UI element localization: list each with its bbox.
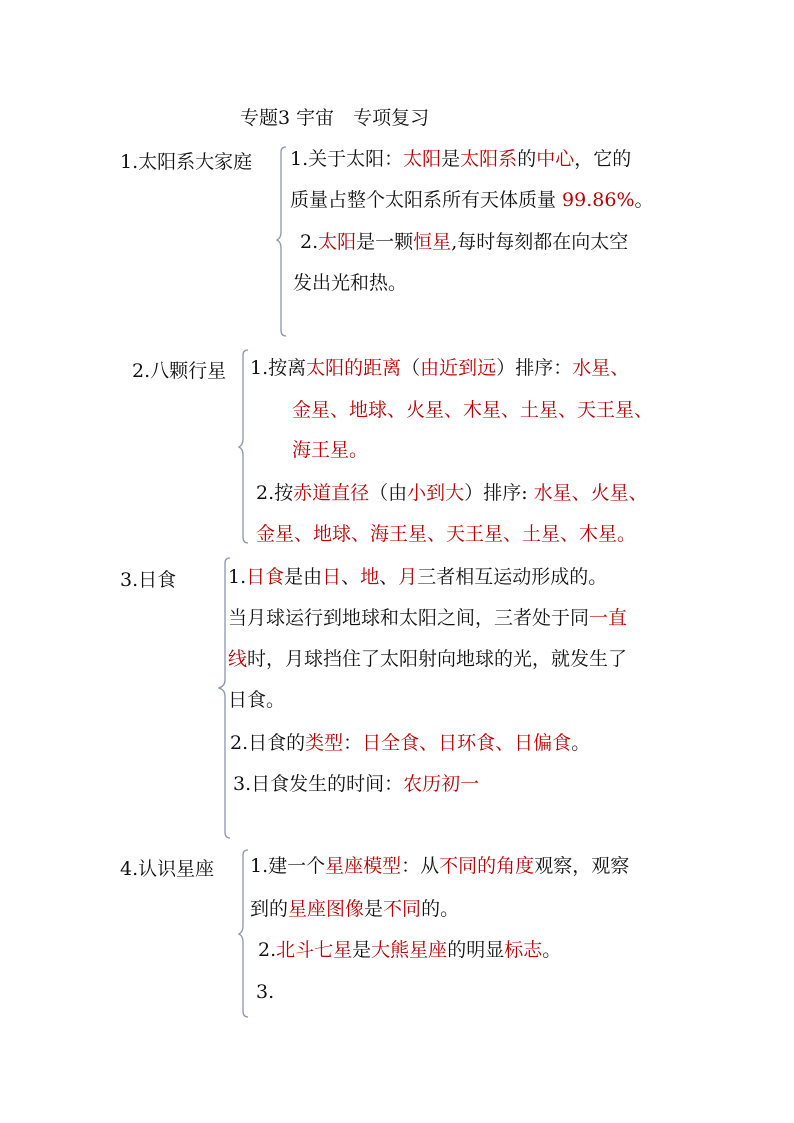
text-segment: 2.按 <box>256 482 294 504</box>
section2-line-4 <box>256 480 648 506</box>
text-segment: ）排序： <box>496 357 573 379</box>
text-segment: 是一颗 <box>356 231 414 253</box>
section3-line-5 <box>230 730 590 756</box>
brace-solar-system <box>276 146 290 338</box>
text-segment: 2. <box>300 231 319 253</box>
text-segment: 到的 <box>250 898 289 920</box>
text-segment: 时，月球挡住了太阳射向地球的光，就发生了 <box>247 648 628 670</box>
highlighted-term: 中心 <box>536 148 575 170</box>
section3-line-1 <box>228 564 607 590</box>
highlighted-term: 99.86% <box>562 189 635 211</box>
highlighted-term: 日全食、日环食、日偏食 <box>362 732 572 754</box>
highlighted-term: 星座模型 <box>325 855 402 877</box>
highlighted-term: 月 <box>398 566 418 588</box>
text-segment: 2.日食的 <box>230 732 306 754</box>
text-segment: 1.建一个 <box>250 855 326 877</box>
highlighted-term: 恒星 <box>413 231 452 253</box>
topic-eight-planets: 2.八颗行星 <box>132 360 227 382</box>
highlighted-term: 星座图像 <box>288 898 365 920</box>
highlighted-term: 标志 <box>504 939 543 961</box>
section3-line-4 <box>228 687 285 713</box>
text-segment: （由 <box>369 482 408 504</box>
highlighted-term: 金星、地球、火星、木星、土星、天王星、 <box>292 399 654 421</box>
text-segment: 当月球运行到地球和太阳之间，三者处于同 <box>228 607 590 629</box>
section3-line-2 <box>228 605 627 631</box>
text-segment: 1. <box>228 566 247 588</box>
topic-solar-system: 1.太阳系大家庭 <box>120 151 253 173</box>
highlighted-term: 农历初一 <box>403 773 480 795</box>
highlighted-term: 金星、地球、海王星、天王星、土星、木星。 <box>256 523 637 545</box>
highlighted-term: 太阳 <box>318 231 357 253</box>
text-segment: 观察，观察 <box>534 855 630 877</box>
text-segment: 是 <box>441 148 461 170</box>
section4-line-1 <box>250 853 629 879</box>
section3-line-3 <box>228 646 627 672</box>
text-segment: 、 <box>379 566 399 588</box>
section4-line-4 <box>256 979 274 1005</box>
section2-line-3 <box>292 437 368 463</box>
highlighted-term: 北斗七星 <box>276 939 353 961</box>
text-segment: ，它的 <box>574 148 632 170</box>
highlighted-term: 赤道直径 <box>293 482 370 504</box>
highlighted-term: 太阳 <box>403 148 442 170</box>
highlighted-term: 日食 <box>246 566 285 588</box>
text-segment: 是 <box>364 898 384 920</box>
highlighted-term: 不同 <box>383 898 422 920</box>
highlighted-term: 不同的角度 <box>439 855 535 877</box>
text-segment: （ <box>401 357 421 379</box>
highlighted-term: 线 <box>228 648 248 670</box>
text-segment: 发出光和热。 <box>293 272 408 294</box>
section1-line-1 <box>290 146 631 172</box>
text-segment: 1.关于太阳： <box>290 148 404 170</box>
highlighted-term: 日 <box>322 566 342 588</box>
section1-line-3 <box>300 229 628 255</box>
text-segment: 3.日食发生的时间： <box>233 773 404 795</box>
highlighted-term: 太阳系 <box>460 148 518 170</box>
text-segment: ： <box>343 732 363 754</box>
text-segment: 的。 <box>421 898 460 920</box>
section4-line-3 <box>258 937 561 963</box>
highlighted-term: 海王星。 <box>292 439 369 461</box>
text-segment: 、 <box>341 566 361 588</box>
text-segment: 2. <box>258 939 277 961</box>
highlighted-term: 水星、 <box>572 357 630 379</box>
highlighted-term: 水星、火星、 <box>533 482 648 504</box>
text-segment: 是由 <box>284 566 323 588</box>
text-segment: 。 <box>634 189 654 211</box>
text-segment: ：从 <box>401 855 440 877</box>
text-segment: 1.按离 <box>250 357 307 379</box>
section1-line-4 <box>293 270 407 296</box>
text-segment: 的 <box>517 148 537 170</box>
highlighted-term: 由近到远 <box>420 357 497 379</box>
highlighted-term: 大熊星座 <box>371 939 448 961</box>
page-title: 专题3 宇宙 专项复习 <box>240 107 430 129</box>
text-segment: 的明显 <box>447 939 505 961</box>
highlighted-term: 一直 <box>589 607 628 629</box>
text-segment: 。 <box>571 732 591 754</box>
text-segment: 质量占整个太阳系所有天体质量 <box>290 189 563 211</box>
section2-line-5 <box>256 521 636 547</box>
text-segment: 。 <box>542 939 562 961</box>
text-segment: ）排序: <box>464 482 534 504</box>
section4-line-2 <box>250 896 459 922</box>
text-segment: 日食。 <box>228 689 286 711</box>
topic-solar-eclipse: 3.日食 <box>120 569 177 591</box>
text-segment: ,每时每刻都在向太空 <box>451 231 629 253</box>
section3-line-6 <box>233 771 479 797</box>
highlighted-term: 小到大 <box>407 482 465 504</box>
text-segment: 3. <box>256 981 275 1003</box>
highlighted-term: 类型 <box>305 732 344 754</box>
section2-line-2 <box>292 397 653 423</box>
highlighted-term: 地 <box>360 566 380 588</box>
highlighted-term: 太阳的距离 <box>306 357 402 379</box>
text-segment: 是 <box>352 939 372 961</box>
text-segment: 三者相互运动形成的。 <box>417 566 608 588</box>
section1-line-2 <box>290 187 654 213</box>
topic-constellations: 4.认识星座 <box>120 858 215 880</box>
section2-line-1 <box>250 355 629 381</box>
